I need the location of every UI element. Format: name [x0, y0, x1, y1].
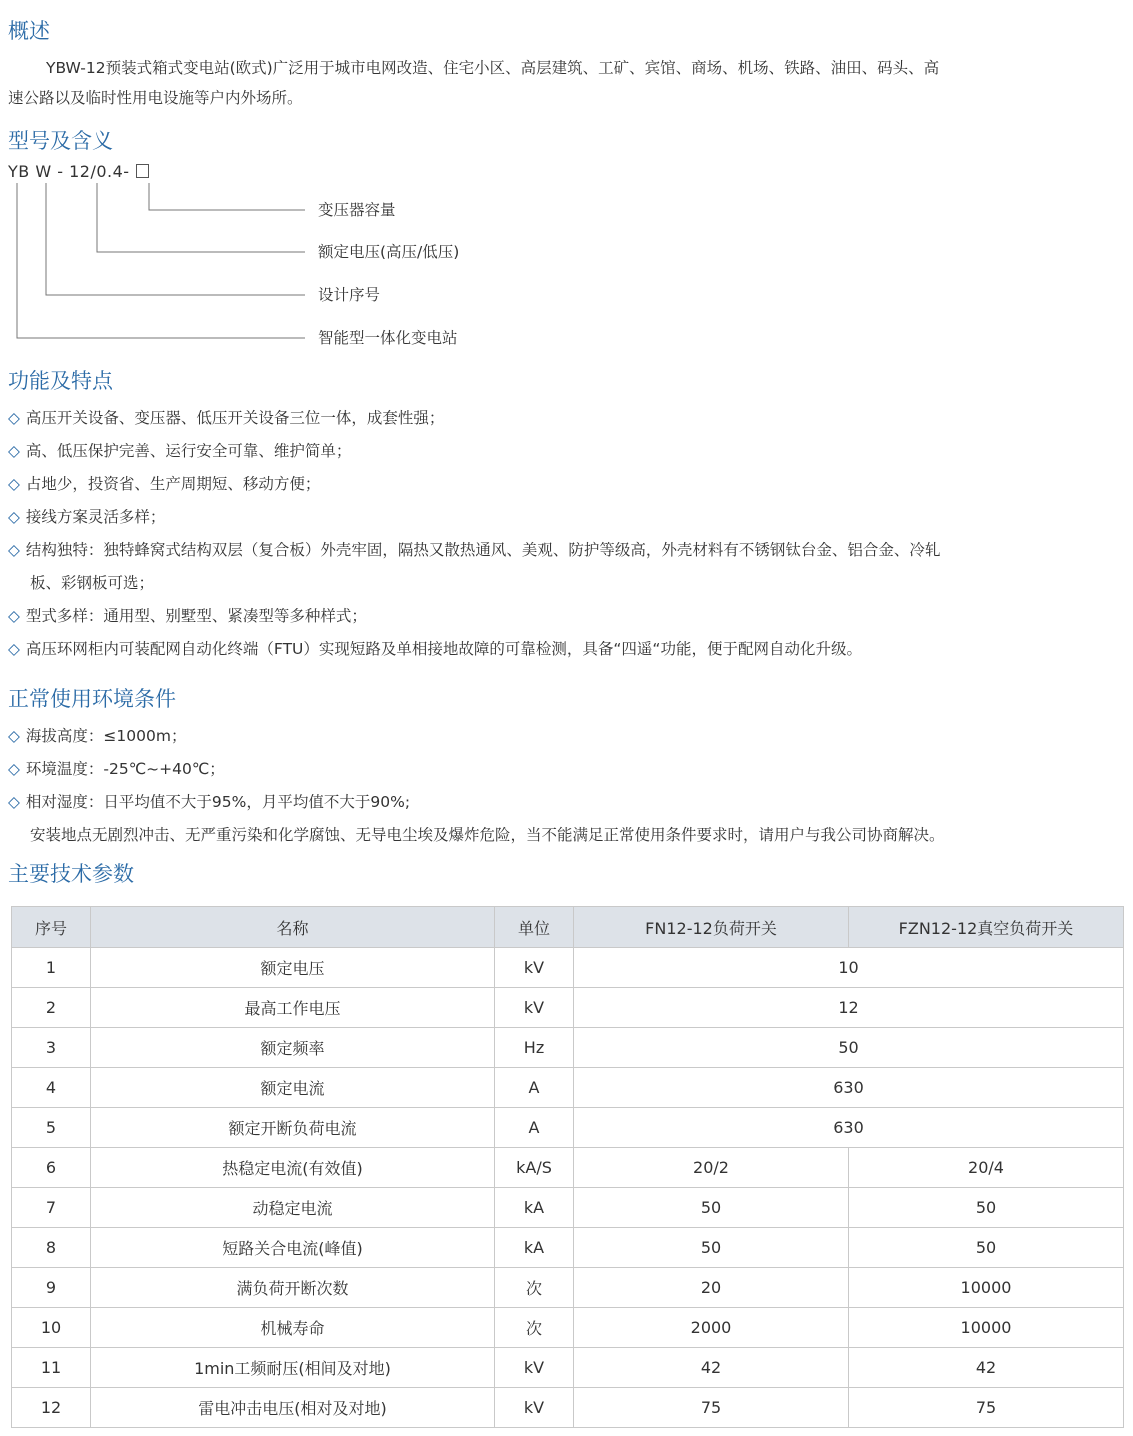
cell-unit: kA [495, 1188, 574, 1228]
cell-no: 10 [12, 1308, 91, 1348]
cell-unit: A [495, 1108, 574, 1148]
cell-name: 额定电压 [91, 948, 495, 988]
cell-no: 11 [12, 1348, 91, 1388]
cell-fn12-value: 2000 [574, 1308, 849, 1348]
cell-name: 额定电流 [91, 1068, 495, 1108]
cell-fn12-value: 50 [574, 1188, 849, 1228]
cell-name: 1min工频耐压(相间及对地) [91, 1348, 495, 1388]
params-heading: 主要技术参数 [8, 862, 134, 886]
table-row [12, 1348, 1124, 1388]
diamond-bullet-icon: ◇ [8, 727, 20, 745]
cell-name: 热稳定电流(有效值) [91, 1148, 495, 1188]
cell-shared-value: 630 [574, 1068, 1124, 1108]
table-row [12, 1148, 1124, 1188]
cell-name: 动稳定电流 [91, 1188, 495, 1228]
cell-fzn12-value: 50 [849, 1228, 1124, 1268]
diamond-bullet-icon: ◇ [8, 409, 20, 427]
cell-unit: kV [495, 988, 574, 1028]
feature-item: ◇ 高、低压保护完善、运行安全可靠、维护简单； [8, 442, 352, 460]
cell-no: 6 [12, 1148, 91, 1188]
environment-heading: 正常使用环境条件 [8, 687, 176, 711]
cell-fn12-value: 75 [574, 1388, 849, 1428]
legend-design-no-label: 设计序号 [318, 286, 381, 304]
feature-item: ◇ 占地少，投资省、生产周期短、移动方便； [8, 475, 321, 493]
table-row [12, 1188, 1124, 1228]
diamond-bullet-icon: ◇ [8, 541, 20, 559]
header-fzn12: FZN12-12真空负荷开关 [849, 907, 1124, 948]
cell-name: 满负荷开断次数 [91, 1268, 495, 1308]
cell-name: 雷电冲击电压(相对及对地) [91, 1388, 495, 1428]
table-header-row [12, 907, 1124, 948]
feature-item: ◇ 高压开关设备、变压器、低压开关设备三位一体，成套性强； [8, 409, 445, 427]
feature-item: ◇ 型式多样：通用型、别墅型、紧凑型等多种样式； [8, 607, 367, 625]
feature-item: ◇ 高压环网柜内可装配网自动化终端（FTU）实现短路及单相接地故障的可靠检测，具备“四遥“功能，便于配网自动化升级。 [8, 640, 862, 658]
diamond-bullet-icon: ◇ [8, 508, 20, 526]
diamond-bullet-icon: ◇ [8, 640, 20, 658]
overview-text-line2: 速公路以及临时性用电设施等户内外场所。 [8, 89, 303, 107]
cell-fzn12-value: 75 [849, 1388, 1124, 1428]
cell-fzn12-value: 42 [849, 1348, 1124, 1388]
feature-item-continuation: 板、彩钢板可选； [30, 574, 155, 592]
header-name: 名称 [91, 907, 495, 948]
table-row [12, 1108, 1124, 1148]
feature-item: ◇ 结构独特：独特蜂窝式结构双层（复合板）外壳牢固，隔热又散热通风、美观、防护等级高，外壳材料有不锈钢钛台金、铝合金、冷轧 [8, 541, 941, 559]
cell-name: 短路关合电流(峰值) [91, 1228, 495, 1268]
cell-unit: 次 [495, 1268, 574, 1308]
cell-name: 额定频率 [91, 1028, 495, 1068]
environment-item: ◇ 相对湿度：日平均值不大于95%，月平均值不大于90%; [8, 793, 411, 811]
cell-no: 1 [12, 948, 91, 988]
table-row [12, 948, 1124, 988]
cell-fn12-value: 50 [574, 1228, 849, 1268]
model-code-text: YB W - 12/0.4- [8, 162, 130, 181]
cell-unit: kA/S [495, 1148, 574, 1188]
cell-unit: kV [495, 1348, 574, 1388]
feature-item: ◇ 接线方案灵活多样； [8, 508, 166, 526]
table-row [12, 1028, 1124, 1068]
environment-note: 安装地点无剧烈冲击、无严重污染和化学腐蚀、无导电尘埃及爆炸危险，当不能满足正常使用条件要求时，请用户与我公司协商解决。 [30, 826, 945, 844]
header-unit: 单位 [495, 907, 574, 948]
cell-fzn12-value: 50 [849, 1188, 1124, 1228]
environment-item: ◇ 环境温度：-25℃~+40℃； [8, 760, 225, 778]
diamond-bullet-icon: ◇ [8, 793, 20, 811]
cell-unit: kV [495, 1388, 574, 1428]
cell-shared-value: 50 [574, 1028, 1124, 1068]
diamond-bullet-icon: ◇ [8, 475, 20, 493]
cell-name: 机械寿命 [91, 1308, 495, 1348]
diamond-bullet-icon: ◇ [8, 442, 20, 460]
cell-shared-value: 10 [574, 948, 1124, 988]
table-row [12, 1308, 1124, 1348]
legend-type-label: 智能型一体化变电站 [318, 329, 458, 347]
cell-shared-value: 12 [574, 988, 1124, 1028]
params-table [11, 906, 1124, 1428]
cell-unit: 次 [495, 1308, 574, 1348]
cell-unit: Hz [495, 1028, 574, 1068]
table-row [12, 1068, 1124, 1108]
cell-no: 5 [12, 1108, 91, 1148]
cell-no: 3 [12, 1028, 91, 1068]
header-no: 序号 [12, 907, 91, 948]
capacity-box [136, 164, 149, 178]
cell-fzn12-value: 10000 [849, 1268, 1124, 1308]
legend-capacity-label: 变压器容量 [318, 201, 396, 219]
overview-heading: 概述 [8, 19, 50, 43]
diamond-bullet-icon: ◇ [8, 760, 20, 778]
model-code [8, 160, 149, 184]
environment-item: ◇ 海拔高度：≤1000m； [8, 727, 187, 745]
overview-text-line1: YBW-12预装式箱式变电站(欧式)广泛用于城市电网改造、住宅小区、高层建筑、工矿、宾馆、商场、机场、铁路、油田、码头、高 [46, 59, 940, 77]
table-row [12, 1228, 1124, 1268]
table-row [12, 1268, 1124, 1308]
cell-no: 4 [12, 1068, 91, 1108]
cell-fzn12-value: 20/4 [849, 1148, 1124, 1188]
cell-name: 最高工作电压 [91, 988, 495, 1028]
legend-voltage-label: 额定电压(高压/低压) [318, 243, 460, 261]
cell-unit: kV [495, 948, 574, 988]
cell-shared-value: 630 [574, 1108, 1124, 1148]
model-heading: 型号及含义 [8, 129, 113, 153]
cell-name: 额定开断负荷电流 [91, 1108, 495, 1148]
cell-fn12-value: 20 [574, 1268, 849, 1308]
cell-fn12-value: 42 [574, 1348, 849, 1388]
cell-no: 2 [12, 988, 91, 1028]
cell-unit: kA [495, 1228, 574, 1268]
cell-no: 8 [12, 1228, 91, 1268]
cell-no: 7 [12, 1188, 91, 1228]
cell-no: 9 [12, 1268, 91, 1308]
cell-unit: A [495, 1068, 574, 1108]
table-row [12, 1388, 1124, 1428]
cell-fzn12-value: 10000 [849, 1308, 1124, 1348]
cell-fn12-value: 20/2 [574, 1148, 849, 1188]
features-heading: 功能及特点 [8, 369, 113, 393]
diamond-bullet-icon: ◇ [8, 607, 20, 625]
header-fn12: FN12-12负荷开关 [574, 907, 849, 948]
cell-no: 12 [12, 1388, 91, 1428]
table-row [12, 988, 1124, 1028]
